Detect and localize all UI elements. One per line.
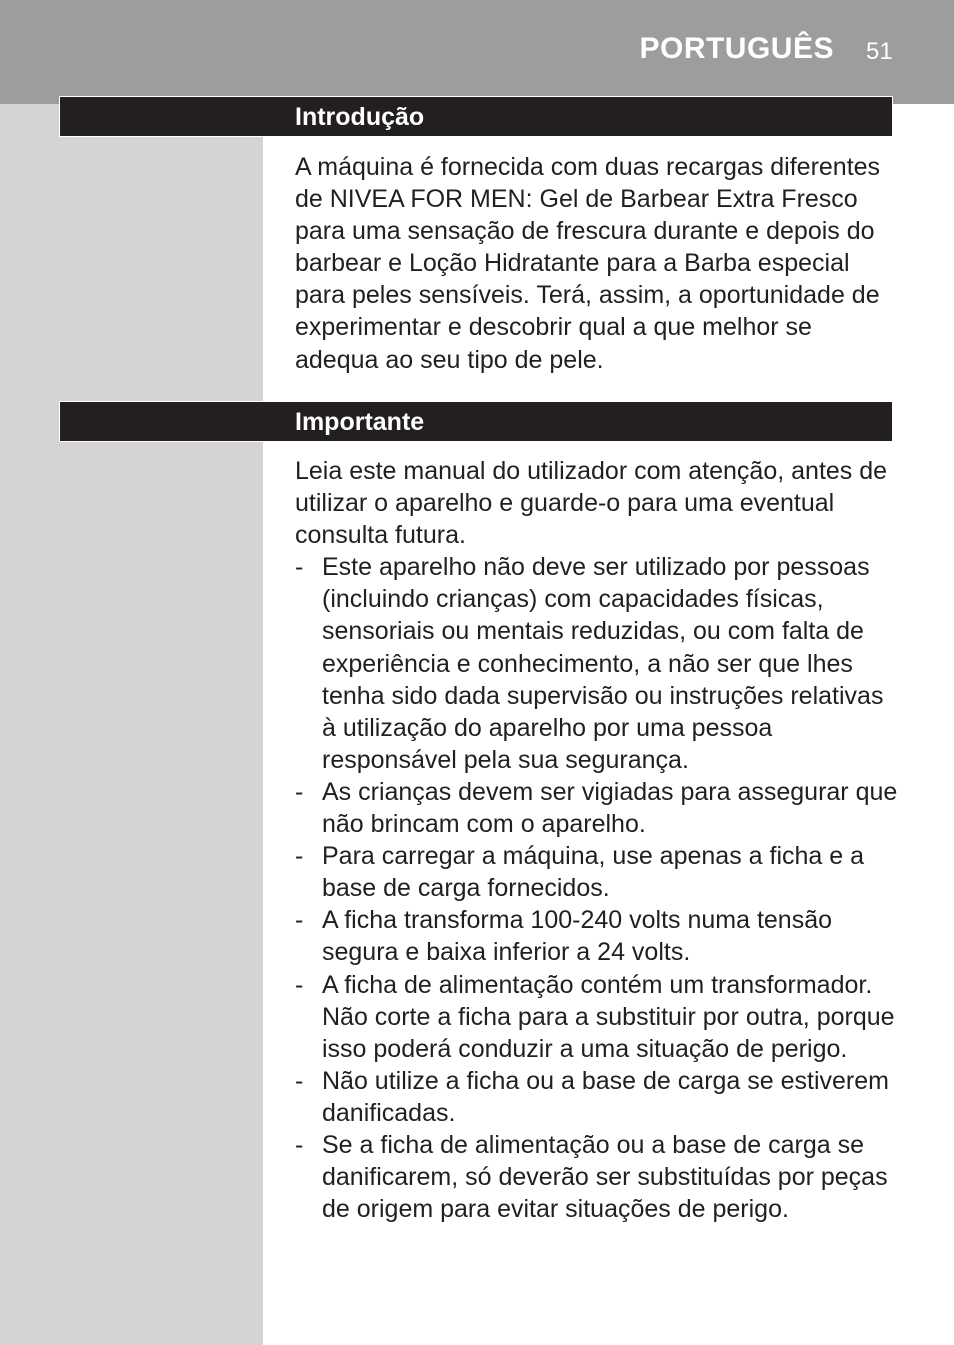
dash-marker: - xyxy=(295,553,304,582)
list-item xyxy=(295,969,900,1065)
list-item xyxy=(295,551,900,776)
list-item xyxy=(295,776,900,840)
list-item-text: A ficha de alimentação contém um transformador. Não corte a ficha para a substituir por outra, porque isso poderá conduzir a uma situação de perigo. xyxy=(322,970,895,1063)
list-item-text: Para carregar a máquina, use apenas a ficha e a base de carga fornecidos. xyxy=(322,842,865,903)
dash-marker: - xyxy=(295,970,304,999)
section-title-intro: Introdução xyxy=(295,103,425,131)
list-item xyxy=(295,1065,900,1129)
list-item-text: As crianças devem ser vigiadas para assegurar que não brincam com o aparelho. xyxy=(322,777,898,839)
list-item-text: A ficha transforma 100-240 volts numa tensão segura e baixa inferior a 24 volts. xyxy=(322,906,833,967)
language-title: PORTUGUÊS xyxy=(639,32,834,65)
intro-body xyxy=(295,151,900,376)
dash-marker: - xyxy=(295,777,304,806)
dash-marker: - xyxy=(295,1130,304,1159)
dash-marker: - xyxy=(295,842,304,871)
warning-list xyxy=(295,551,900,1225)
left-margin-column xyxy=(0,104,263,1345)
list-item-text: Não utilize a ficha ou a base de carga se estiverem danificadas. xyxy=(322,1066,889,1127)
list-item-text: Se a ficha de alimentação ou a base de carga se danificarem, só deverão ser substituídas por peças de origem para evitar situações de perigo. xyxy=(322,1130,888,1224)
dash-marker: - xyxy=(295,906,304,935)
list-item xyxy=(295,840,900,904)
important-body xyxy=(295,455,900,1225)
section-header-intro xyxy=(59,96,893,137)
list-item xyxy=(295,904,900,968)
section-title-important: Importante xyxy=(295,408,425,436)
list-item xyxy=(295,1129,900,1225)
page-number: 51 xyxy=(866,38,893,65)
important-intro-paragraph: Leia este manual do utilizador com atenção, antes de utilizar o aparelho e guarde-o para uma eventual consulta futura. xyxy=(295,457,888,550)
intro-paragraph: A máquina é fornecida com duas recargas diferentes de NIVEA FOR MEN: Gel de Barbear Extra Fresco para uma sensação de frescura durante e depois do barbear e Loção Hidratante para a Barba especial para peles sensíveis. Terá, assim, a oportunidade de experimentar e descobrir qual a que melhor se adequa ao seu tipo de pele. xyxy=(295,153,881,374)
list-item-text: Este aparelho não deve ser utilizado por pessoas (incluindo crianças) com capacidades físicas, sensoriais ou mentais reduzidas, ou com falta de experiência e conhecimento, a não ser que lhes tenha sido dada supervisão ou instruções relativas à utilização do aparelho por uma pessoa responsável pela sua segurança. xyxy=(322,553,884,774)
section-header-important xyxy=(59,401,893,442)
dash-marker: - xyxy=(295,1066,304,1095)
